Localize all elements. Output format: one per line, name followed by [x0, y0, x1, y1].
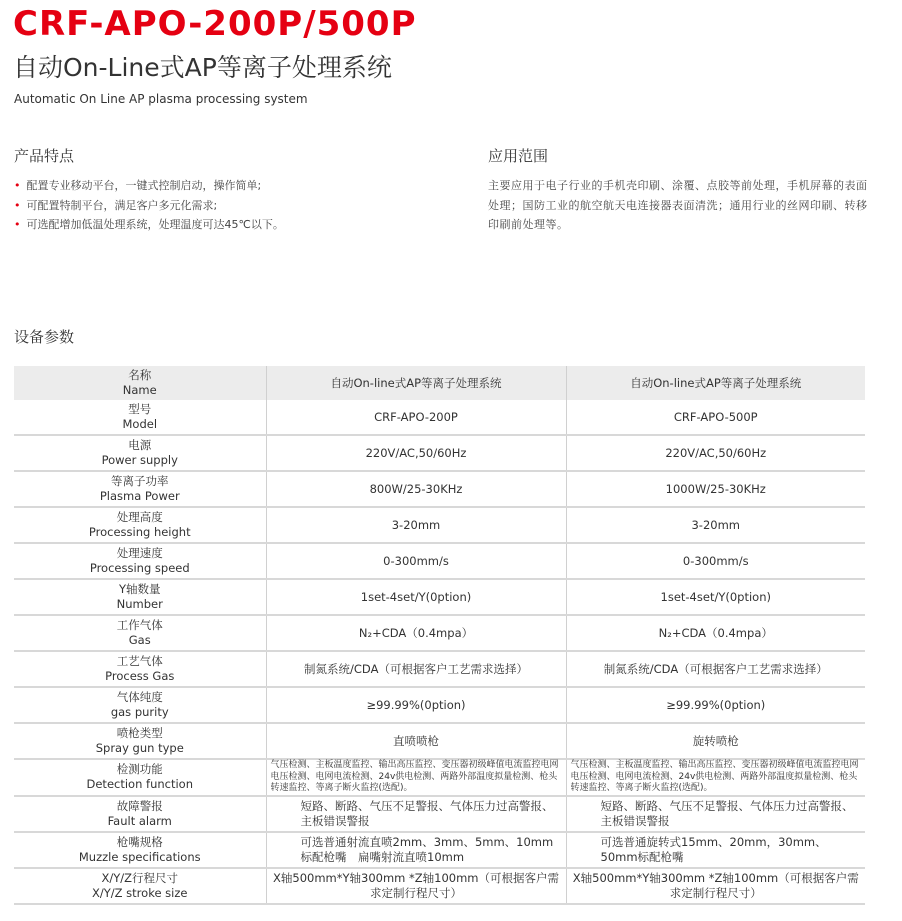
param-name-cn: 名称 [128, 368, 152, 382]
value-200p-cell: 自动On-line式AP等离子处理系统 [266, 366, 566, 400]
param-name-en: Plasma Power [99, 489, 180, 503]
features-heading: 产品特点 [14, 147, 75, 165]
value-500p-cell: 气压检测、主板温度监控、输出高压监控、变压器初级峰值电流监控电网电压检测、电网电流检测、24v供电检测、两路外部温度拟量检测、枪头转速监控、等离子断火监控(选配)。 [566, 759, 865, 796]
param-name-cell [14, 507, 266, 543]
param-name-en: Name [122, 383, 157, 397]
param-name-cell [14, 723, 266, 759]
param-name-cell [14, 832, 266, 868]
param-name-en: Muzzle specifications [78, 849, 201, 864]
value-200p-cell: 短路、断路、气压不足警报、气体压力过高警报、主板错误警报 [266, 796, 566, 832]
param-name-en: Process Gas [105, 669, 175, 683]
table-row [14, 723, 865, 759]
table-row [14, 651, 865, 687]
value-500p-cell: X轴500mm*Y轴300mm *Z轴100mm（可根据客户需求定制行程尺寸） [566, 868, 865, 904]
value-200p-cell: 制氮系统/CDA（可根据客户工艺需求选择） [266, 651, 566, 687]
param-name-cell [14, 400, 266, 435]
specs-heading: 设备参数 [14, 328, 75, 346]
param-name-en: Processing height [88, 525, 191, 539]
value-500p-cell: 旋转喷枪 [566, 723, 865, 759]
param-name-cn: 型号 [128, 402, 152, 416]
applications-heading: 应用范围 [488, 147, 549, 165]
param-name-cell [14, 759, 266, 796]
param-name-en: Power supply [101, 453, 178, 467]
param-name-cell [14, 615, 266, 651]
value-200p-cell: N₂+CDA（0.4mpa） [266, 615, 566, 651]
param-name-cn: 电源 [128, 438, 152, 452]
features-list [14, 176, 284, 235]
value-500p-cell: 220V/AC,50/60Hz [566, 435, 865, 471]
value-200p-cell: 直喷喷枪 [266, 723, 566, 759]
table-row [14, 507, 865, 543]
table-row [14, 687, 865, 723]
table-row [14, 543, 865, 579]
param-name-cn: 工作气体 [116, 618, 163, 632]
product-title: CRF-APO-200P/500P [13, 4, 417, 44]
value-500p-cell: 1000W/25-30KHz [566, 471, 865, 507]
value-200p-cell: 1set-4set/Y(0ption) [266, 579, 566, 615]
table-header-row [14, 366, 865, 400]
value-200p-cell: X轴500mm*Y轴300mm *Z轴100mm（可根据客户需求定制行程尺寸） [266, 868, 566, 904]
table-row [14, 796, 865, 832]
value-200p-cell: CRF-APO-200P [266, 400, 566, 435]
table-row [14, 868, 865, 904]
param-name-cell [14, 579, 266, 615]
value-200p-cell: 气压检测、主板温度监控、输出高压监控、变压器初级峰值电流监控电网电压检测、电网电流检测、24v供电检测、两路外部温度拟量检测、枪头转速监控、等离子断火监控(选配)。 [266, 759, 566, 796]
value-500p-cell: 3-20mm [566, 507, 865, 543]
value-500p-cell: N₂+CDA（0.4mpa） [566, 615, 865, 651]
product-subtitle-en: Automatic On Line AP plasma processing system [14, 92, 308, 106]
param-name-cn: 枪嘴规格 [116, 834, 163, 849]
param-name-en: Processing speed [89, 561, 190, 575]
table-row [14, 759, 865, 796]
param-name-en: Number [116, 597, 163, 611]
table-row [14, 435, 865, 471]
value-200p-cell: 可选普通射流直喷2mm、3mm、5mm、10mm标配枪嘴 扁嘴射流直喷10mm [266, 832, 566, 868]
param-name-cn: X/Y/Z行程尺寸 [101, 870, 179, 885]
param-name-cn: 处理高度 [116, 510, 163, 524]
value-500p-cell: 可选普通旋转式15mm、20mm，30mm、50mm标配枪嘴 [566, 832, 865, 868]
param-name-cn: 处理速度 [116, 546, 163, 560]
param-name-cn: 喷枪类型 [116, 726, 163, 740]
value-500p-cell: 0-300mm/s [566, 543, 865, 579]
param-name-cell [14, 435, 266, 471]
param-name-cell [14, 366, 266, 400]
value-500p-cell: 自动On-line式AP等离子处理系统 [566, 366, 865, 400]
param-name-en: gas purity [110, 705, 169, 719]
param-name-cn: 等离子功率 [111, 474, 169, 488]
value-200p-cell: 0-300mm/s [266, 543, 566, 579]
value-200p-cell: ≥99.99%(0ption) [266, 687, 566, 723]
param-name-cell [14, 796, 266, 832]
applications-text: 主要应用于电子行业的手机壳印刷、涂覆、点胶等前处理，手机屏幕的表面处理；国防工业的航空航天电连接器表面清洗；通用行业的丝网印刷、转移印刷前处理等。 [488, 179, 868, 231]
param-name-cell [14, 651, 266, 687]
table-row [14, 400, 865, 435]
value-500p-cell: 短路、断路、气压不足警报、气体压力过高警报、主板错误警报 [566, 796, 865, 832]
param-name-cn: 检测功能 [116, 762, 163, 777]
specs-table [14, 366, 865, 905]
feature-item: • 配置专业移动平台，一键式控制启动，操作简单; [14, 176, 284, 196]
value-500p-cell: 制氮系统/CDA（可根据客户工艺需求选择） [566, 651, 865, 687]
param-name-cell [14, 543, 266, 579]
feature-item: • 可配置特制平台，满足客户多元化需求; [14, 196, 284, 216]
param-name-en: Spray gun type [95, 741, 184, 755]
value-200p-cell: 220V/AC,50/60Hz [266, 435, 566, 471]
param-name-cell [14, 687, 266, 723]
value-200p-cell: 800W/25-30KHz [266, 471, 566, 507]
feature-item: • 可选配增加低温处理系统，处理温度可达45℃以下。 [14, 215, 284, 235]
param-name-cell [14, 868, 266, 904]
table-row [14, 579, 865, 615]
product-subtitle: 自动On-Line式AP等离子处理系统 [13, 53, 392, 82]
param-name-cell [14, 471, 266, 507]
value-500p-cell: ≥99.99%(0ption) [566, 687, 865, 723]
table-row [14, 615, 865, 651]
value-200p-cell: 3-20mm [266, 507, 566, 543]
table-row [14, 832, 865, 868]
param-name-en: X/Y/Z stroke size [92, 885, 188, 900]
param-name-en: Model [122, 417, 158, 431]
param-name-en: Fault alarm [107, 813, 172, 828]
value-500p-cell: 1set-4set/Y(0ption) [566, 579, 865, 615]
param-name-en: Gas [128, 633, 151, 647]
table-row [14, 471, 865, 507]
param-name-en: Detection function [86, 777, 193, 792]
param-name-cn: Y轴数量 [118, 582, 161, 596]
value-500p-cell: CRF-APO-500P [566, 400, 865, 435]
param-name-cn: 故障警报 [116, 798, 163, 813]
param-name-cn: 气体纯度 [116, 690, 163, 704]
param-name-cn: 工艺气体 [116, 654, 163, 668]
